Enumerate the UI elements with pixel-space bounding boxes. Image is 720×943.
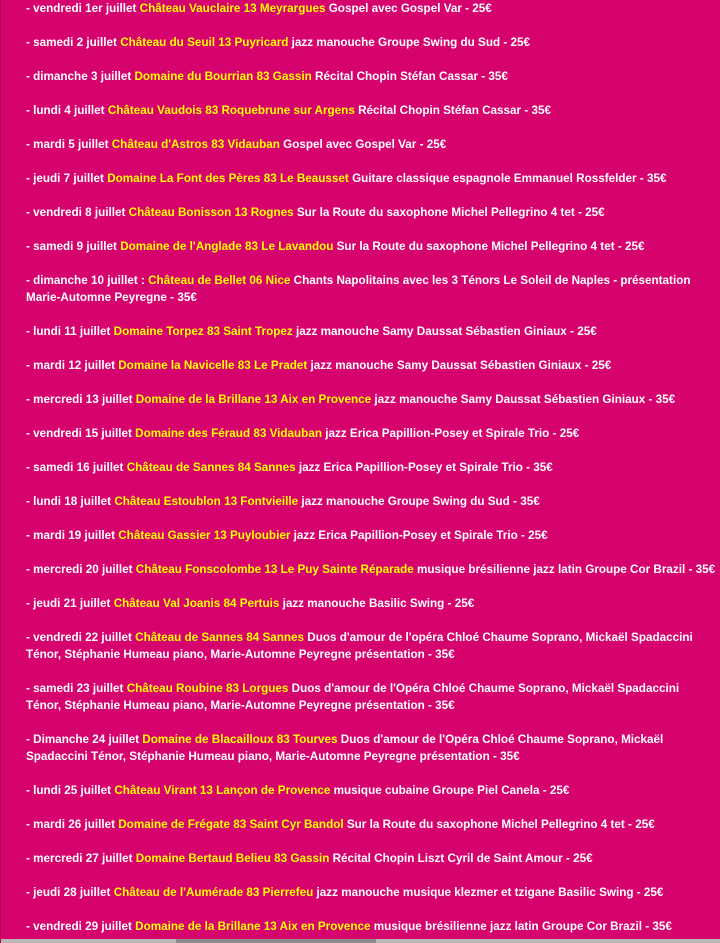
event-item	[26, 34, 716, 51]
event-date: - samedi 16 juillet	[26, 461, 127, 474]
event-item	[26, 68, 716, 85]
event-date: - jeudi 7 juillet	[26, 172, 108, 185]
event-venue: Château du Seuil 13 Puyricard	[120, 36, 289, 49]
event-date: - vendredi 29 juillet	[26, 920, 136, 933]
event-details: Duos d'amour de l'Opéra Chloé Chaume Soprano, Mickaël Spadaccini Ténor, Stéphanie Humeau piano, Marie-Automne Peyregne présentation - 35€	[26, 682, 680, 712]
event-date: - mardi 26 juillet	[26, 818, 119, 831]
event-item	[26, 527, 716, 544]
event-item	[26, 102, 716, 119]
event-date: - samedi 23 juillet	[26, 682, 127, 695]
event-venue: Château Vaudois 83 Roquebrune sur Argens	[107, 104, 355, 117]
scrollbar-thumb[interactable]	[176, 939, 376, 943]
event-item	[26, 459, 716, 476]
event-date: - samedi 9 juillet	[26, 240, 121, 253]
event-venue: Château Gassier 13 Puyloubier	[118, 529, 291, 542]
event-venue: Château de l'Aumérade 83 Pierrefeu	[113, 886, 314, 899]
event-date: - mardi 5 juillet	[26, 138, 112, 151]
event-details: jazz manouche Samy Daussat Sébastien Giniaux - 25€	[292, 325, 597, 338]
event-venue: Domaine la Navicelle 83 Le Pradet	[118, 359, 308, 372]
event-details: Récital Chopin Stéfan Cassar - 35€	[311, 70, 508, 83]
event-details: musique cubaine Groupe Piel Canela - 25€	[330, 784, 570, 797]
event-venue: Domaine de Blacailloux 83 Tourves	[142, 733, 338, 746]
event-item	[26, 136, 716, 153]
event-item	[26, 357, 716, 374]
event-venue: Château Val Joanis 84 Pertuis	[113, 597, 280, 610]
event-item	[26, 204, 716, 221]
event-venue: Domaine Bertaud Belieu 83 Gassin	[135, 852, 330, 865]
event-details: musique brésilienne jazz latin Groupe Cor Brazil - 35€	[370, 920, 672, 933]
event-item	[26, 272, 716, 306]
event-details: Duos d'amour de l'Opéra Chloé Chaume Soprano, Mickaël Spadaccini Ténor, Stéphanie Humeau piano, Marie-Automne Peyregne présentation - 35€	[26, 733, 664, 763]
event-date: - mardi 19 juillet	[26, 529, 119, 542]
event-venue: Domaine de Frégate 83 Saint Cyr Bandol	[118, 818, 344, 831]
horizontal-scrollbar[interactable]	[1, 939, 720, 943]
event-venue: Château Roubine 83 Lorgues	[126, 682, 289, 695]
event-venue: Domaine des Féraud 83 Vidauban	[135, 427, 322, 440]
event-item	[26, 238, 716, 255]
event-date: - dimanche 10 juillet :	[26, 274, 149, 287]
event-details: jazz manouche Groupe Swing du Sud - 25€	[288, 36, 530, 49]
event-date: - mercredi 27 juillet	[26, 852, 136, 865]
event-item	[26, 561, 716, 578]
event-details: Guitare classique espagnole Emmanuel Rossfelder - 35€	[348, 172, 667, 185]
event-item	[26, 918, 716, 935]
event-date: - lundi 4 juillet	[26, 104, 108, 117]
event-venue: Château Bonisson 13 Rognes	[128, 206, 294, 219]
event-venue: Château d'Astros 83 Vidauban	[111, 138, 280, 151]
event-venue: Domaine Torpez 83 Saint Tropez	[113, 325, 293, 338]
event-date: - vendredi 1er juillet	[26, 2, 140, 15]
event-date: - vendredi 22 juillet	[26, 631, 136, 644]
event-details: jazz manouche Groupe Swing du Sud - 35€	[298, 495, 540, 508]
event-date: - vendredi 15 juillet	[26, 427, 136, 440]
event-item	[26, 391, 716, 408]
event-details: Récital Chopin Liszt Cyril de Saint Amour - 25€	[329, 852, 593, 865]
event-date: - lundi 18 juillet	[26, 495, 115, 508]
event-details: jazz manouche Samy Daussat Sébastien Giniaux - 25€	[307, 359, 612, 372]
event-venue: Domaine de l'Anglade 83 Le Lavandou	[120, 240, 334, 253]
event-date: - samedi 2 juillet	[26, 36, 121, 49]
event-details: Gospel avec Gospel Var - 25€	[279, 138, 447, 151]
event-item	[26, 850, 716, 867]
event-date: - lundi 25 juillet	[26, 784, 115, 797]
event-item	[26, 425, 716, 442]
event-date: - mercredi 13 juillet	[26, 393, 136, 406]
event-venue: Château Vauclaire 13 Meyrargues	[139, 2, 326, 15]
event-venue: Château de Bellet 06 Nice	[148, 274, 291, 287]
event-item	[26, 680, 716, 714]
event-details: Sur la Route du saxophone Michel Pellegrino 4 tet - 25€	[343, 818, 655, 831]
event-venue: Château de Sannes 84 Sannes	[126, 461, 296, 474]
event-venue: Domaine de la Brillane 13 Aix en Provence	[135, 920, 371, 933]
event-details: jazz Erica Papillion-Posey et Spirale Trio - 35€	[295, 461, 553, 474]
event-item	[26, 493, 716, 510]
event-venue: Domaine de la Brillane 13 Aix en Provence	[135, 393, 372, 406]
event-item	[26, 323, 716, 340]
event-venue: Château Virant 13 Lançon de Provence	[114, 784, 331, 797]
event-date: - vendredi 8 juillet	[26, 206, 129, 219]
event-details: jazz manouche Basilic Swing - 25€	[279, 597, 475, 610]
event-item	[26, 731, 716, 765]
event-details: jazz manouche Samy Daussat Sébastien Giniaux - 35€	[371, 393, 676, 406]
event-date: - Dimanche 24 juillet	[26, 733, 143, 746]
event-item	[26, 816, 716, 833]
event-item	[26, 782, 716, 799]
event-details: jazz manouche musique klezmer et tzigane Basilic Swing - 25€	[313, 886, 664, 899]
event-date: - jeudi 28 juillet	[26, 886, 114, 899]
event-details: Sur la Route du saxophone Michel Pellegrino 4 tet - 25€	[293, 206, 605, 219]
event-details: Chants Napolitains avec les 3 Ténors Le Soleil de Naples - présentation Marie-Automne Peyregne - 35€	[26, 274, 691, 304]
event-list	[26, 0, 716, 943]
event-details: musique brésilienne jazz latin Groupe Cor Brazil - 35€	[413, 563, 716, 576]
event-details: Gospel avec Gospel Var - 25€	[325, 2, 492, 15]
event-venue: Domaine La Font des Pères 83 Le Beausset	[107, 172, 349, 185]
event-item	[26, 884, 716, 901]
event-details: jazz Erica Papillion-Posey et Spirale Trio - 25€	[290, 529, 548, 542]
event-date: - jeudi 21 juillet	[26, 597, 114, 610]
event-details: Récital Chopin Stéfan Cassar - 35€	[354, 104, 551, 117]
event-date: - dimanche 3 juillet	[26, 70, 135, 83]
event-date: - mercredi 20 juillet	[26, 563, 136, 576]
event-item	[26, 0, 716, 17]
event-details: Duos d'amour de l'opéra Chloé Chaume Soprano, Mickaël Spadaccini Ténor, Stéphanie Humeau piano, Marie-Automne Peyregne présentation - 35€	[26, 631, 693, 661]
event-item	[26, 595, 716, 612]
event-details: jazz Erica Papillion-Posey et Spirale Trio - 25€	[321, 427, 580, 440]
event-item	[26, 629, 716, 663]
event-date: - mardi 12 juillet	[26, 359, 119, 372]
event-item	[26, 170, 716, 187]
event-venue: Domaine du Bourrian 83 Gassin	[134, 70, 312, 83]
event-venue: Château de Sannes 84 Sannes	[135, 631, 305, 644]
event-details: Sur la Route du saxophone Michel Pellegrino 4 tet - 25€	[333, 240, 645, 253]
event-venue: Château Estoublon 13 Fontvieille	[114, 495, 299, 508]
event-date: - lundi 11 juillet	[26, 325, 114, 338]
event-venue: Château Fonscolombe 13 Le Puy Sainte Réparade	[135, 563, 414, 576]
